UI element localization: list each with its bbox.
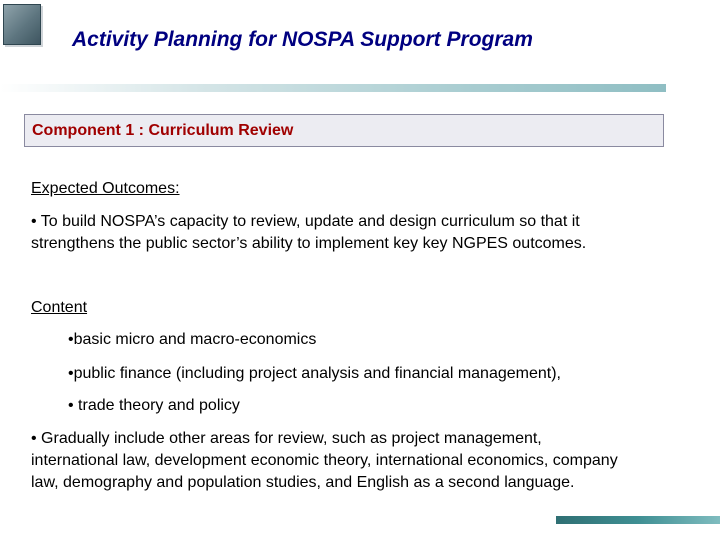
final-bullet-line-3: law, demography and population studies, and English as a second language.	[31, 474, 575, 491]
slide-logo-square	[3, 4, 43, 47]
content-sub-bullet-1: •basic micro and macro-economics	[68, 331, 317, 348]
final-bullet-line-1: • Gradually include other areas for review, such as project management,	[31, 430, 542, 447]
component-heading: Component 1 : Curriculum Review	[32, 122, 294, 139]
component-heading-box	[24, 114, 664, 147]
logo-tile	[3, 4, 41, 45]
content-sub-bullet-3: • trade theory and policy	[68, 397, 240, 414]
slide-title: Activity Planning for NOSPA Support Program	[72, 28, 533, 51]
content-label: Content	[31, 299, 88, 316]
outcome-bullet-line-2: strengthens the public sector’s ability to implement key key NGPES outcomes.	[31, 235, 587, 252]
title-divider	[0, 84, 666, 92]
outcome-bullet-line-1: • To build NOSPA’s capacity to review, update and design curriculum so that it	[31, 213, 580, 230]
expected-outcomes-label: Expected Outcomes:	[31, 180, 180, 197]
final-bullet-line-2: international law, development economic theory, international economics, company	[31, 452, 618, 469]
content-sub-bullet-2: •public finance (including project analysis and financial management),	[68, 365, 561, 382]
footer-accent-bar	[556, 516, 720, 524]
